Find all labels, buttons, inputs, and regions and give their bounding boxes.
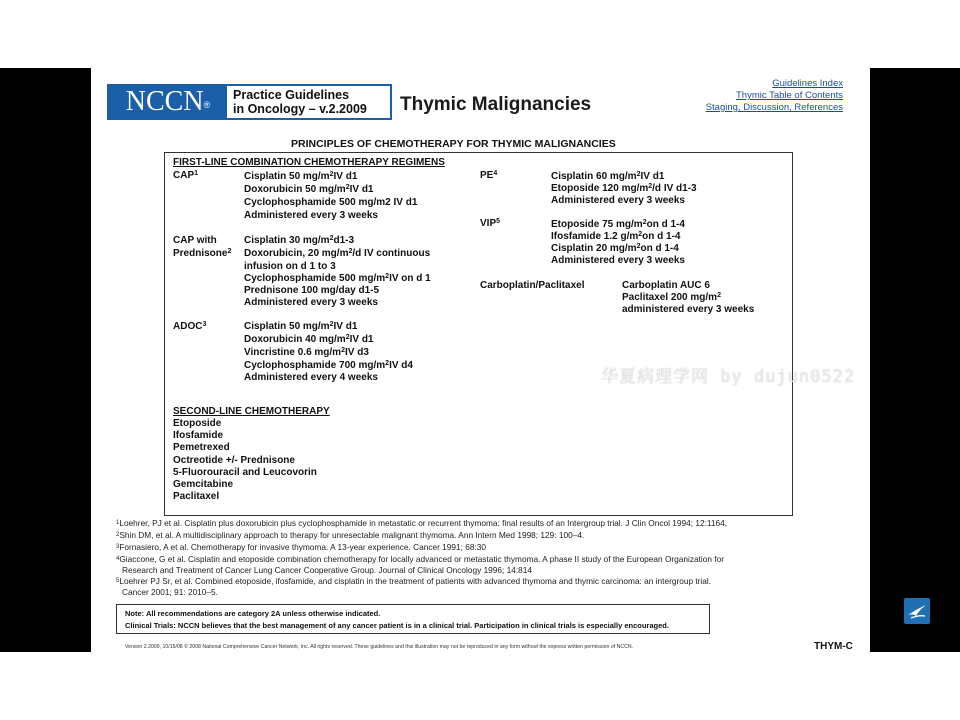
vip-label: VIP$^5$ [480, 218, 501, 229]
second-line-item: Octreotide +/- Prednisone [173, 455, 295, 466]
bird-logo-icon [904, 598, 930, 624]
cap-line-2: Doxorubicin 50 $mg/m^2IV$ d1 [244, 184, 374, 195]
note-line-2: Clinical Trials: NCCN believes that the best management of any cancer patient is in a clinical trial. Participation in clinical trials is especially encouraged. [125, 621, 669, 630]
vip-line-4: Administered every 3 weeks [551, 255, 685, 266]
pe-line-1: Cisplatin 60 $mg/m^2IV$ d1 [551, 171, 665, 182]
pe-label: $PE^4$ [480, 170, 498, 181]
footer-copyright: Version 2.2009, 10/15/08 © 2008 National Comprehensive Cancer Network, Inc. All rights reserved. These guidelines and this illustration may not be reproduced in any form without the express written permission of NCCN. [125, 644, 634, 650]
second-line-item: Paclitaxel [173, 491, 220, 502]
cap-pred-line-2: Doxorubicin, 20 $mg/m^2/d$ IV continuous [244, 248, 431, 259]
second-line-item: Ifosfamide [173, 430, 224, 441]
adoc-line-3: Vincristine 0.6 $mg/m^2IV$ d3 [244, 347, 369, 358]
logo-subtitle: Practice Guidelines in Oncology – v.2.2009 [233, 88, 367, 116]
cap-pred-label-2: Prednisone$^2$ [173, 248, 232, 259]
footnote-5: $^5$Loehrer PJ Sr, et al. Combined etoposide, ifosfamide, and cisplatin in the treatment of patients with advanced thymoma and thymic carcinoma: an intergroup trial. [116, 576, 712, 586]
section-title: PRINCIPLES OF CHEMOTHERAPY FOR THYMIC MALIGNANCIES [291, 138, 616, 150]
footnote-4: $^4$Giaccone, G et al. Cisplatin and etoposide combination chemotherapy for locally advanced or metastatic thymoma. A phase II study of the European Organization for [116, 554, 724, 564]
second-line-heading: SECOND-LINE CHEMOTHERAPY [173, 406, 330, 417]
vip-line-2: Ifosfamide 1.2 $g/m^2on$ d 1-4 [551, 231, 681, 242]
note-line-1: Note: All recommendations are category 2A unless otherwise indicated. [125, 609, 381, 618]
second-line-item: Pemetrexed [173, 442, 230, 453]
cap-label: CAP$^1$ [173, 170, 199, 181]
adoc-line-1: Cisplatin 50 $mg/m^2IV$ d1 [244, 321, 358, 332]
cap-pred-line-4: Cyclophosphamide 500 $mg/m^2IV$ on d 1 [244, 273, 431, 284]
vip-line-1: Etoposide 75 $mg/m^2on$ d 1-4 [551, 219, 685, 230]
right-letterbox [870, 68, 960, 652]
footnote-3: $^3$Fornasiero, A et al. Chemotherapy for invasive thymoma. A 13-year experience. Cancer 1991; 68:30 [116, 542, 486, 552]
cap-pred-line-6: Administered every 3 weeks [244, 297, 378, 308]
second-line-item: Etoposide [173, 418, 222, 429]
pe-line-2: Etoposide 120 $mg/m^2/d$ IV d1-3 [551, 183, 697, 194]
pe-line-3: Administered every 3 weeks [551, 195, 685, 206]
footnote-5-cont: Cancer 2001; 91: 2010–5. [122, 587, 218, 597]
note-box [116, 604, 710, 634]
second-line-item: 5-Fluorouracil and Leucovorin [173, 467, 317, 478]
carbo-label: Carboplatin/Paclitaxel [480, 280, 585, 291]
carbo-line-3: administered every 3 weeks [622, 304, 755, 315]
second-line-item: Gemcitabine [173, 479, 234, 490]
cap-pred-line-3: infusion on d 1 to 3 [244, 261, 336, 272]
nav-links [706, 78, 843, 114]
bottom-band [0, 652, 960, 720]
cap-pred-line-1: Cisplatin 30 $mg/m^2d1-3$ [244, 235, 355, 246]
link-thymic-toc[interactable]: Thymic Table of Contents [735, 90, 843, 101]
top-band [0, 0, 960, 68]
bird-icon [904, 598, 930, 624]
watermark: 华夏病理学网 by dujun0522 [601, 367, 856, 387]
adoc-line-5: Administered every 4 weeks [244, 372, 378, 383]
adoc-label: ADOC$^3$ [173, 321, 207, 332]
page-code: THYM-C [814, 641, 853, 652]
footnote-1: $^1$Loehrer, PJ et al. Cisplatin plus doxorubicin plus cyclophosphamide in metastatic or recurrent thymoma: final results of an Intergroup trial. J Clin Oncol 1994; 12:1164, [116, 518, 728, 528]
vip-line-3: Cisplatin 20 $mg/m^2on$ d 1-4 [551, 243, 679, 254]
adoc-line-2: Doxorubicin 40 $mg/m^2IV$ d1 [244, 334, 374, 345]
footnote-2: $^2$Shin DM, et al. A multidisciplinary approach to therapy for unresectable malignant thymoma. Ann Intern Med 1998; 129: 100–4. [116, 530, 585, 540]
link-staging-discussion[interactable]: Staging, Discussion, References [705, 102, 843, 113]
footnote-4-cont: Research and Treatment of Cancer Lung Cancer Cooperative Group. Journal of Clinical Oncology 1996; 14:814 [122, 565, 533, 575]
left-letterbox [0, 68, 91, 652]
cap-line-3: Cyclophosphamide 500 mg/m2 IV d1 [244, 197, 418, 208]
cap-pred-line-5: Prednisone 100 mg/day d1-5 [244, 285, 380, 296]
page-title: Thymic Malignancies [400, 94, 592, 115]
nccn-logo-mark: NCCN® [109, 86, 227, 118]
first-line-heading: FIRST-LINE COMBINATION CHEMOTHERAPY REGIMENS [173, 157, 445, 168]
carbo-line-1: Carboplatin AUC 6 [622, 280, 710, 291]
cap-line-4: Administered every 3 weeks [244, 210, 378, 221]
cap-pred-label-1: CAP with [173, 235, 217, 246]
link-guidelines-index[interactable]: Guidelines Index [772, 78, 843, 89]
carbo-line-2: Paclitaxel 200 $mg/m^2$ [622, 292, 721, 303]
nccn-logo [107, 84, 392, 120]
adoc-line-4: Cyclophosphamide 700 $mg/m^2IV$ d4 [244, 360, 413, 371]
cap-line-1: Cisplatin 50 $mg/m^2IV$ d1 [244, 171, 358, 182]
